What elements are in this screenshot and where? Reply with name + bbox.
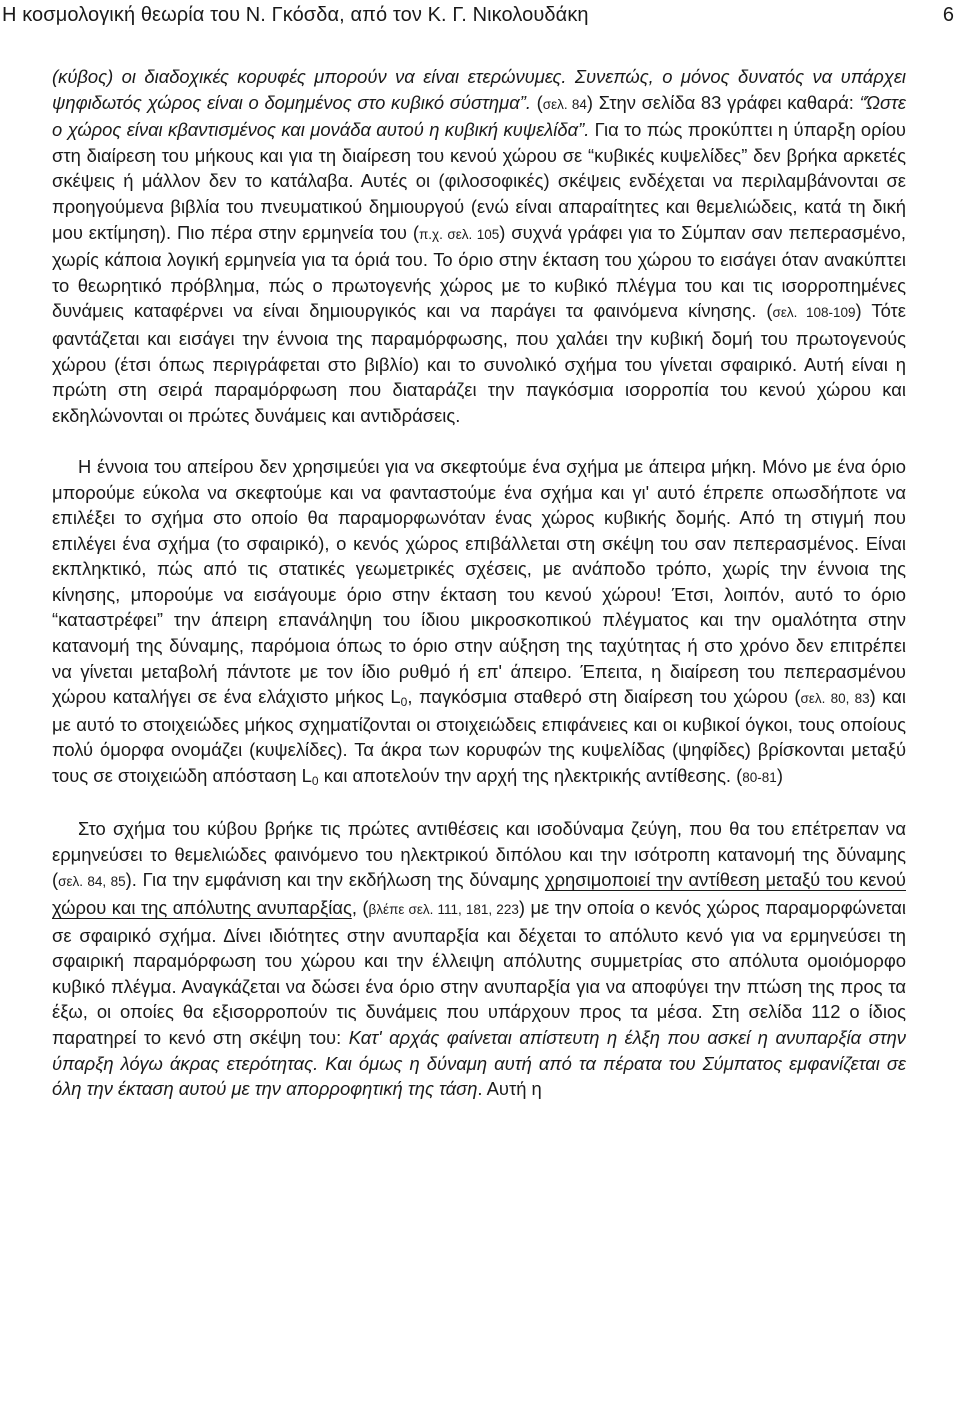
running-title: Η κοσμολογική θεωρία του Ν. Γκόσδα, από τον Κ. Γ. Νικολουδάκη bbox=[2, 4, 589, 26]
page-reference: βλέπε σελ. 111, 181, 223 bbox=[368, 902, 519, 917]
page-reference: σελ. 80, 83 bbox=[800, 691, 870, 707]
page-reference: π.χ. σελ. 105 bbox=[418, 226, 500, 242]
paragraph-3: Στο σχήμα του κύβου βρήκε τις πρώτες αντιθέσεις και ισοδύναμα ζεύγη, που θα του επέτρεπαν να ερμηνεύσει το θεμελιώδες φαινόμενο του ηλεκτρικού διπόλου και την ισότροπη κατανομή της δύναμης (σελ. 84, 85). Για την εμφάνιση και την εκδήλωση της δύναμης χρησιμοποιεί την αντίθεση μεταξύ του κενού χώρου και της απόλυτης ανυπαρξίας, (βλέπε σελ. 111, 181, 223) με την οποία ο κενός χώρος παραμορφώνεται σε σφαιρικό σχήμα. Δίνει ιδιότητες στην ανυπαρξία και δέχεται το απόλυτο κενό για να ερμηνεύσει τη σφαιρική παραμόρφωση του χώρου και την έλλειψη απόλυτης συμμετρίας στο απόλυτα ομοιόμορφο κυβικό πλέγμα. Αναγκάζεται να δώσει ένα όριο στην ανυπαρξία για να αποφύγει την πτώση της προς τα έξω, οι οποίες θα εξισορροπούν τις δυνάμεις που υπάρχουν προς τα μέσα. Στη σελίδα 112 ο ίδιος παρατηρεί το κενό στη σκέψη του: Κατ' αρχάς φαίνεται απίστευτη η έλξη που ασκεί η ανυπαρξία στην ύπαρξη λόγω άκρας ετερότητας. Και όμως η δύναμη αυτή από τα πέρατα του Σύμπατος εμφανίζεται σε όλη την έκταση αυτού με την απορροφητική της τάση. Αυτή η bbox=[52, 818, 906, 1100]
page-reference: 80-81 bbox=[742, 770, 777, 786]
quote-continuation: (κύβος) οι διαδοχικές κορυφές μπορούν να είναι ετερώνυμες. Συνεπώς, ο μόνος δυνατός να υπάρχει ψηφιδωτός χώρος είναι ο δομημένος στο κυβικό σύστημα”. bbox=[52, 66, 906, 113]
page-reference: σελ. 84 bbox=[542, 96, 587, 112]
page-number: 6 bbox=[942, 4, 954, 26]
page-reference: σελ. 84, 85 bbox=[58, 874, 126, 890]
paragraph-2: Η έννοια του απείρου δεν χρησιμεύει για να σκεφτούμε ένα σχήμα με άπειρα μήκη. Μόνο με ένα όριο μπορούμε εύκολα να σκεφτούμε και να φανταστούμε ένα σχήμα και γι' αυτό έπρεπε οπωσδήποτε να επιλέξει το σχήμα στο οποίο θα παραμορφωνόταν ένας χώρος κυβικής δομής. Από τη στιγμή που επιλέγει ένα σχήμα (το σφαιρικό), ο κενός χώρος επιβάλλεται στη σκέψη του σαν πεπερασμένος. Είναι εκπληκτικό, πώς από τις στατικές γεωμετρικές σχέσεις, με ανάποδο τρόπο, χωρίς την έννοια της κίνησης, μπορούμε να εισάγουμε όριο στην έκταση του κενού χώρου! Έτσι, λοιπόν, αυτό το όριο “καταστρέφει” την άπειρη επανάληψη του ίδιου μικροσκοπικού πλέγματος και την ομαλότητα στην κατανομή της δύναμης, παρόμοια όπως το όριο στην αύξηση της ταχύτητας ή στο χρόνο δεν επιτρέπει να γίνεται μεταβολή πάντοτε με τον ίδιο ρυθμό ή επ' άπειρο. Έπειτα, η διαίρεση του πεπερασμένου χώρου καταλήγει σε ένα ελάχιστο μήκος $L_0$, παγκόσμια σταθερό στη διαίρεση του χώρου (σελ. 80, 83) και με αυτό το στοιχειώδες μήκος σχηματίζονται οι στοιχειώδεις επιφάνειες και οι κυβικοί όγκοι, τους οποίους πολύ όμορφα ονομάζει (κυψελίδες). Τα άκρα των κορυφών της κυψελίδας (ψηφίδες) βρίσκονται μεταξύ τους σε στοιχειώδη απόσταση $L_0$ και αποτελούν την αρχή της ηλεκτρικής αντίθεσης. (80-81) bbox=[52, 455, 906, 789]
quote: “Ώστε ο χώρος είναι κβαντισμένος και μονάδα αυτού η κυβική κυψελίδα”. bbox=[52, 91, 907, 141]
underlined-phrase: χρησιμοποιεί την αντίθεση μεταξύ του κενού χώρου και της απόλυτης ανυπαρξίας bbox=[52, 869, 906, 918]
page-reference: σελ. 108-109 bbox=[772, 305, 856, 321]
quote: Κατ' αρχάς φαίνεται απίστευτη η έλξη που ασκεί η ανυπαρξία στην ύπαρξη λόγω άκρας ετερότητας. Και όμως η δύναμη αυτή από τα πέρατα του Σύμπατος εμφανίζεται σε όλη την έκταση αυτού με την απορροφητική της τάση bbox=[52, 1026, 906, 1100]
subscript: 0 bbox=[400, 695, 408, 710]
subscript: 0 bbox=[311, 774, 319, 789]
page-header bbox=[0, 0, 960, 36]
document-body bbox=[52, 64, 906, 1102]
paragraph-1: (κύβος) οι διαδοχικές κορυφές μπορούν να είναι ετερώνυμες. Συνεπώς, ο μόνος δυνατός να υπάρχει ψηφιδωτός χώρος είναι ο δομημένος στο κυβικό σύστημα”. (σελ. 84) Στην σελίδα 83 γράφει καθαρά: “Ώστε ο χώρος είναι κβαντισμένος και μονάδα αυτού η κυβική κυψελίδα”. Για το πώς προκύπτει η ύπαρξη ορίου στη διαίρεση του μήκους και για τη διαίρεση του κενού χώρου σε “κυβικές κυψελίδες” δεν βρήκα αρκετές σκέψεις ή μάλλον δεν το κατάλαβα. Αυτές οι (φιλοσοφικές) σκέψεις ενδέχεται να περιλαμβάνονται σε προηγούμενα βιβλία του πνευματικού δημιουργού (ενώ είναι απαραίτητες και θεμελιώδεις, κατά τη δική μου εκτίμηση). Πιο πέρα στην ερμηνεία του (π.χ. σελ. 105) συχνά γράφει για το Σύμπαν σαν πεπερασμένο, χωρίς κάποια λογική ερμηνεία για τα όριά του. Το όριο στην έκταση του χώρου το εισάγει όταν ανακύπτει το θεωρητικό πρόβλημα, πώς ο πρωτογενής χώρος με το κυβικό πλέγμα του και τις ισορροπημένες δυνάμεις καταφέρνει να είναι δημιουργικός και να παράγει τα φαινόμενα κίνησης. (σελ. 108-109) Τότε φαντάζεται και εισάγει την έννοια της παραμόρφωσης, που χαλάει την κυβική δομή του πρωτογενούς χώρου (έτσι όπως περιγράφεται στο βιβλίο) και το συνολικό σχήμα του γίνεται σφαιρικό. Αυτή είναι η πρώτη στη σειρά παραμόρφωση που διαταράζει την παγκόσμια ισορροπία του κενού χώρου και εκδηλώνονται οι πρώτες δυνάμεις και αντιδράσεις. bbox=[52, 66, 907, 426]
